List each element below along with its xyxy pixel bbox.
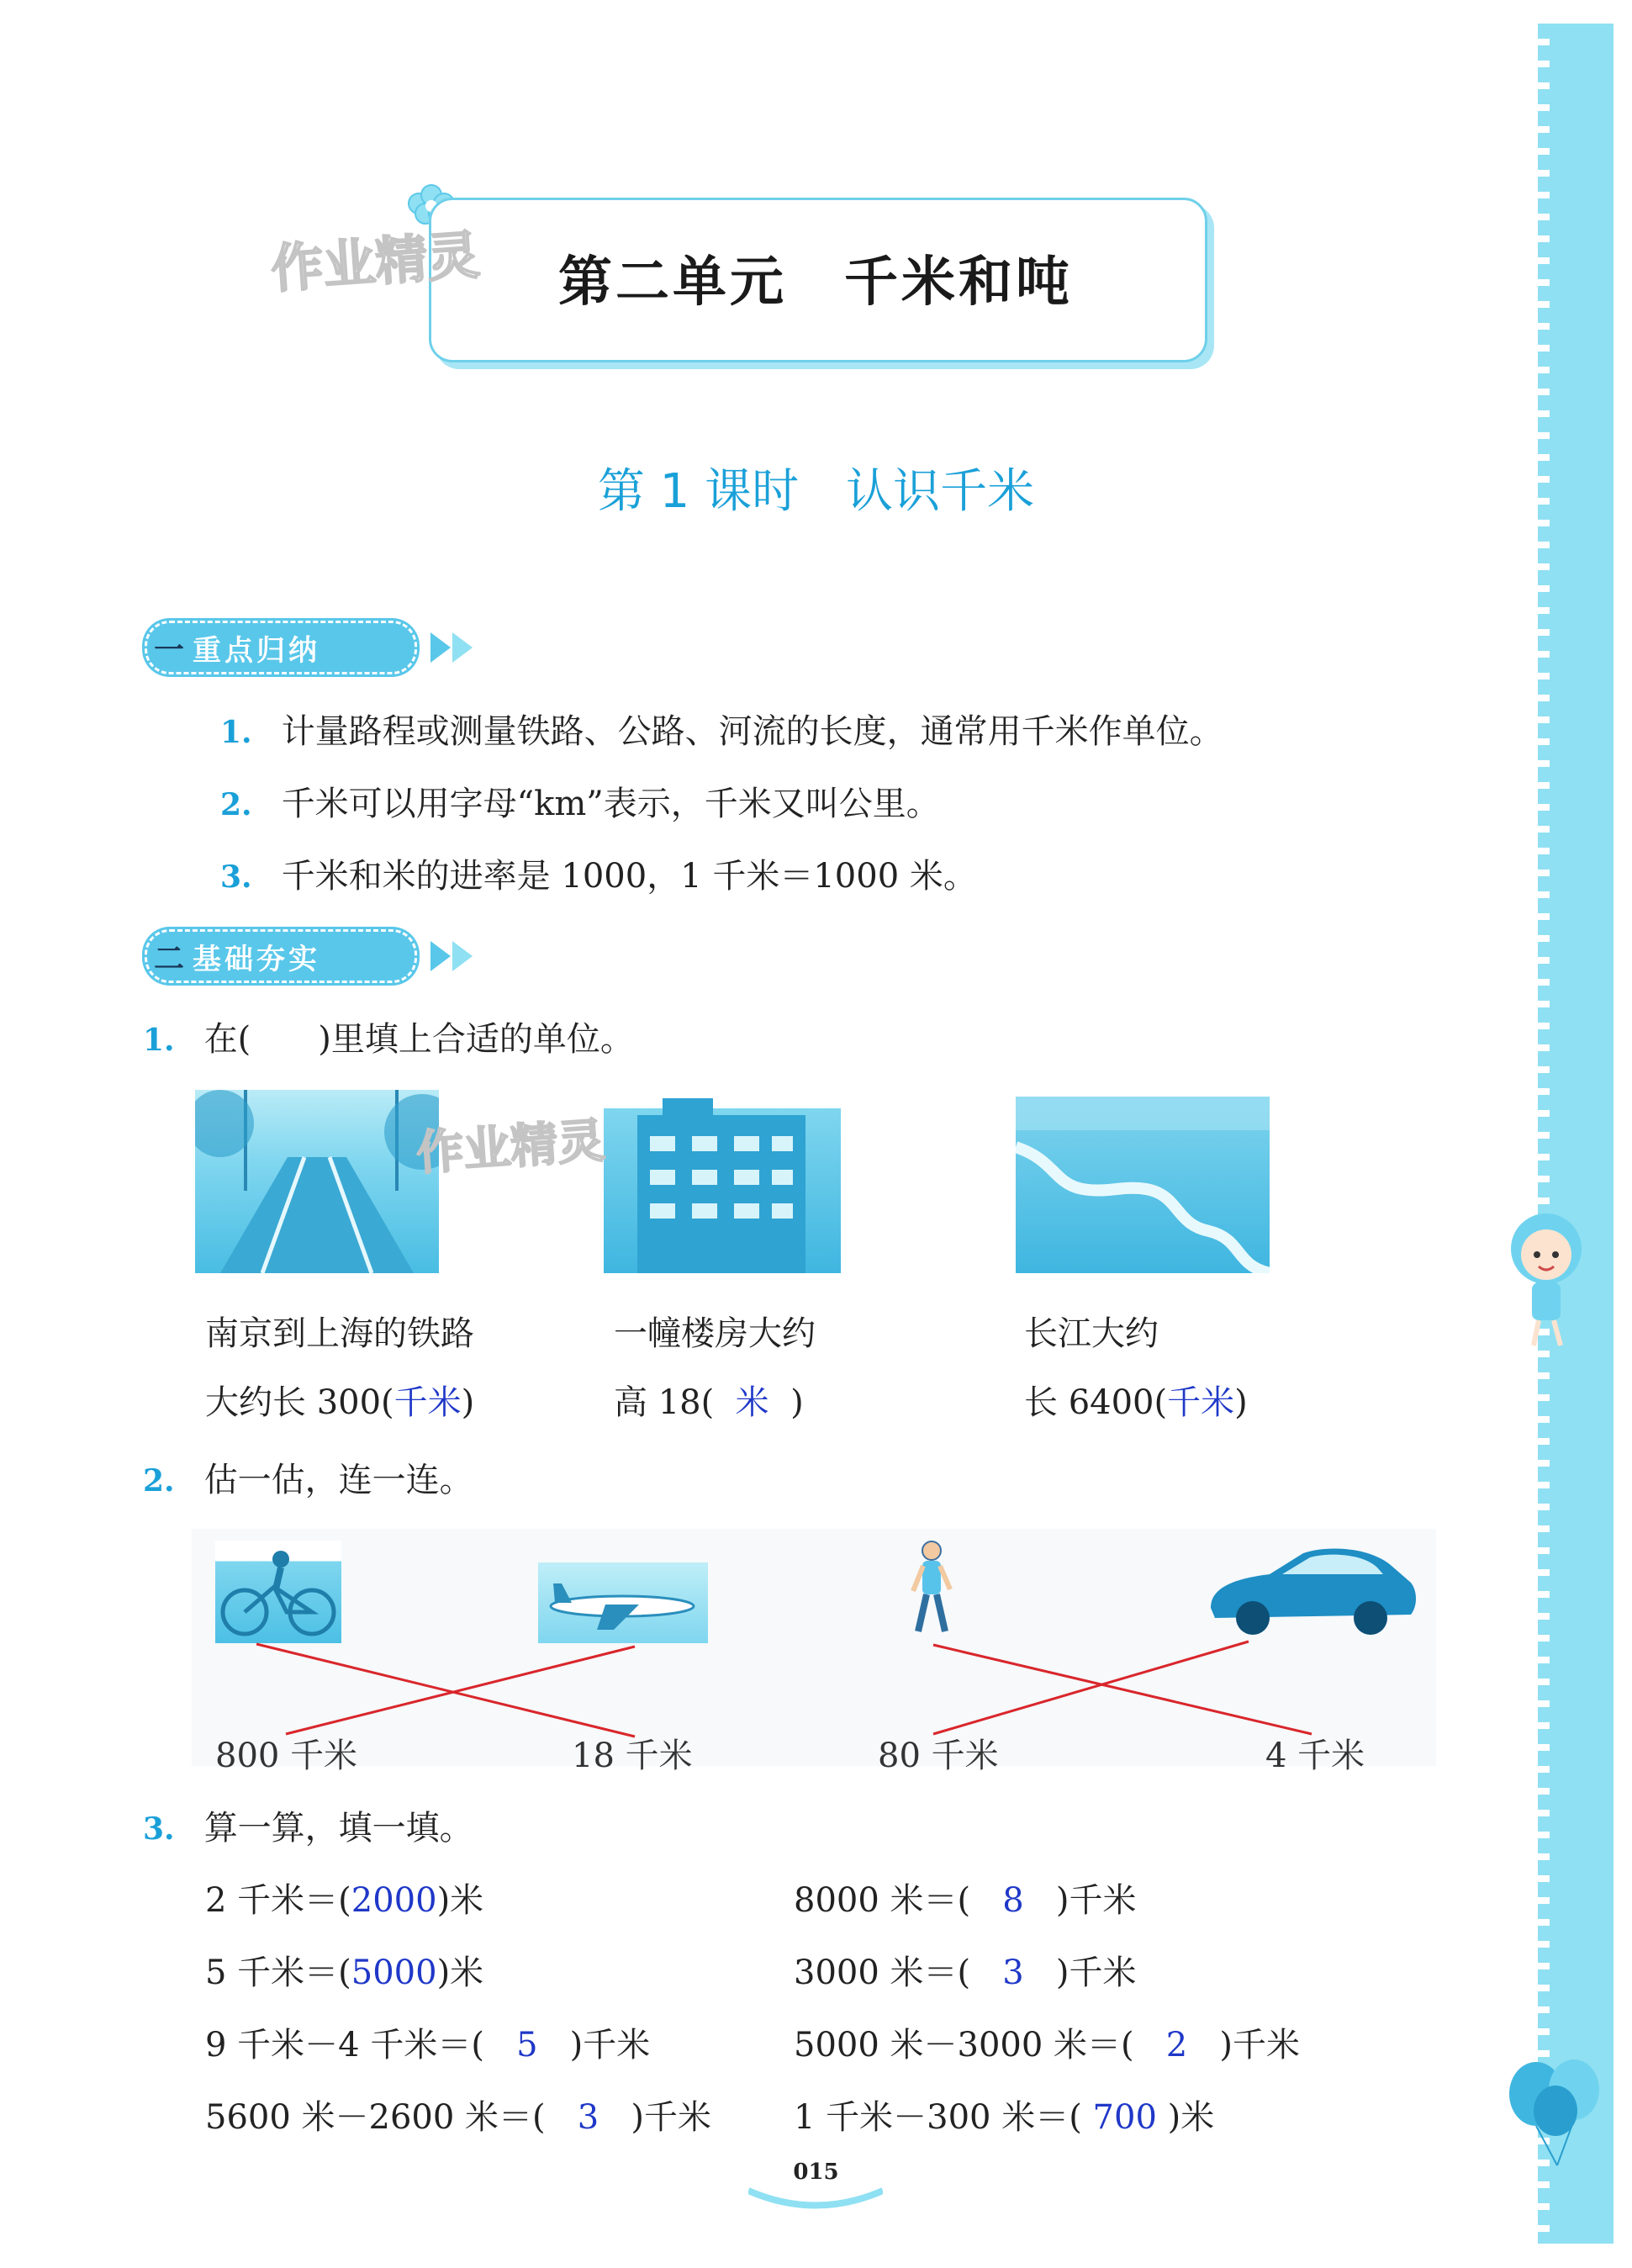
- calc-answer: 2000: [351, 1881, 437, 1920]
- calc-answer: 3: [577, 2098, 599, 2137]
- page-number: 015: [793, 2160, 839, 2185]
- calc-answer: 5: [516, 2026, 538, 2064]
- answer-unit: 千米: [393, 1383, 462, 1422]
- section-label: 重点归纳: [193, 633, 320, 668]
- caption-railway-line2: 大约长 300(千米): [205, 1383, 475, 1422]
- question-prompt: 估一估，连一连。: [203, 1461, 473, 1499]
- footer-wave-decoration: [748, 2186, 883, 2212]
- item-number: 1.: [220, 715, 252, 750]
- match-label-18km: 18 千米: [572, 1737, 693, 1775]
- calc-answer: 2: [1165, 2026, 1188, 2064]
- lesson-title: 第 1 课时 认识千米: [597, 464, 1035, 519]
- caption-building-line1: 一幢楼房大约: [614, 1314, 816, 1353]
- caption-railway-line1: 南京到上海的铁路: [205, 1314, 474, 1353]
- calc-row: 2 千米＝(2000)米: [205, 1881, 484, 1920]
- calc-answer: 700: [1092, 2098, 1157, 2137]
- match-label-800km: 800 千米: [215, 1737, 358, 1775]
- watermark: 作业精灵: [269, 224, 482, 300]
- section-number: 二: [153, 941, 184, 976]
- caption-building-line2: 高 18( 米 ): [614, 1383, 804, 1422]
- section-label: 基础夯实: [193, 942, 320, 976]
- section-number: 一: [153, 632, 184, 668]
- item-number: 3.: [220, 859, 252, 895]
- question-number: 2.: [143, 1463, 175, 1499]
- match-label-80km: 80 千米: [878, 1737, 999, 1775]
- caption-river-line2: 长 6400(千米): [1024, 1383, 1248, 1422]
- unit-title: 第二单元 千米和吨: [558, 251, 1073, 314]
- match-label-4km: 4 千米: [1265, 1737, 1365, 1775]
- item-text: 计量路程或测量铁路、公路、河流的长度，通常用千米作单位。: [281, 712, 1223, 751]
- calc-row: 5000 米－3000 米＝( 2 )千米: [794, 2026, 1300, 2064]
- question-prompt: 在( )里填上合适的单位。: [203, 1020, 634, 1059]
- caption-river-line1: 长江大约: [1024, 1314, 1159, 1353]
- item-number: 2.: [220, 787, 252, 822]
- question-number: 1.: [143, 1023, 175, 1058]
- watermark: 作业精灵: [415, 1113, 607, 1182]
- calc-row: 3000 米＝( 3 )千米: [794, 1953, 1137, 1992]
- girl-mascot-icon: [1500, 1203, 1592, 1354]
- question-3: [143, 1801, 473, 1849]
- answer-unit: 米: [735, 1383, 769, 1422]
- question-prompt: 算一算，填一填。: [203, 1809, 473, 1848]
- item-text: 千米和米的进率是 1000，1 千米＝1000 米。: [281, 857, 977, 896]
- calc-row: 8000 米＝( 8 )千米: [794, 1881, 1137, 1920]
- item-text: 千米可以用字母“km”表示，千米又叫公里。: [281, 785, 940, 823]
- calc-answer: 8: [1002, 1881, 1024, 1920]
- question-number: 3.: [143, 1811, 175, 1847]
- balloon-icon: [1498, 2052, 1616, 2170]
- calc-row: 9 千米－4 千米＝( 5 )千米: [205, 2026, 651, 2064]
- calc-row: 5600 米－2600 米＝( 3 )千米: [205, 2098, 711, 2137]
- calc-row: 5 千米＝(5000)米: [205, 1953, 484, 1992]
- calc-row: 1 千米－300 米＝( 700 )米: [794, 2098, 1215, 2137]
- answer-unit: 千米: [1167, 1383, 1235, 1422]
- calc-answer: 5000: [351, 1953, 437, 1992]
- calc-answer: 3: [1002, 1953, 1024, 1992]
